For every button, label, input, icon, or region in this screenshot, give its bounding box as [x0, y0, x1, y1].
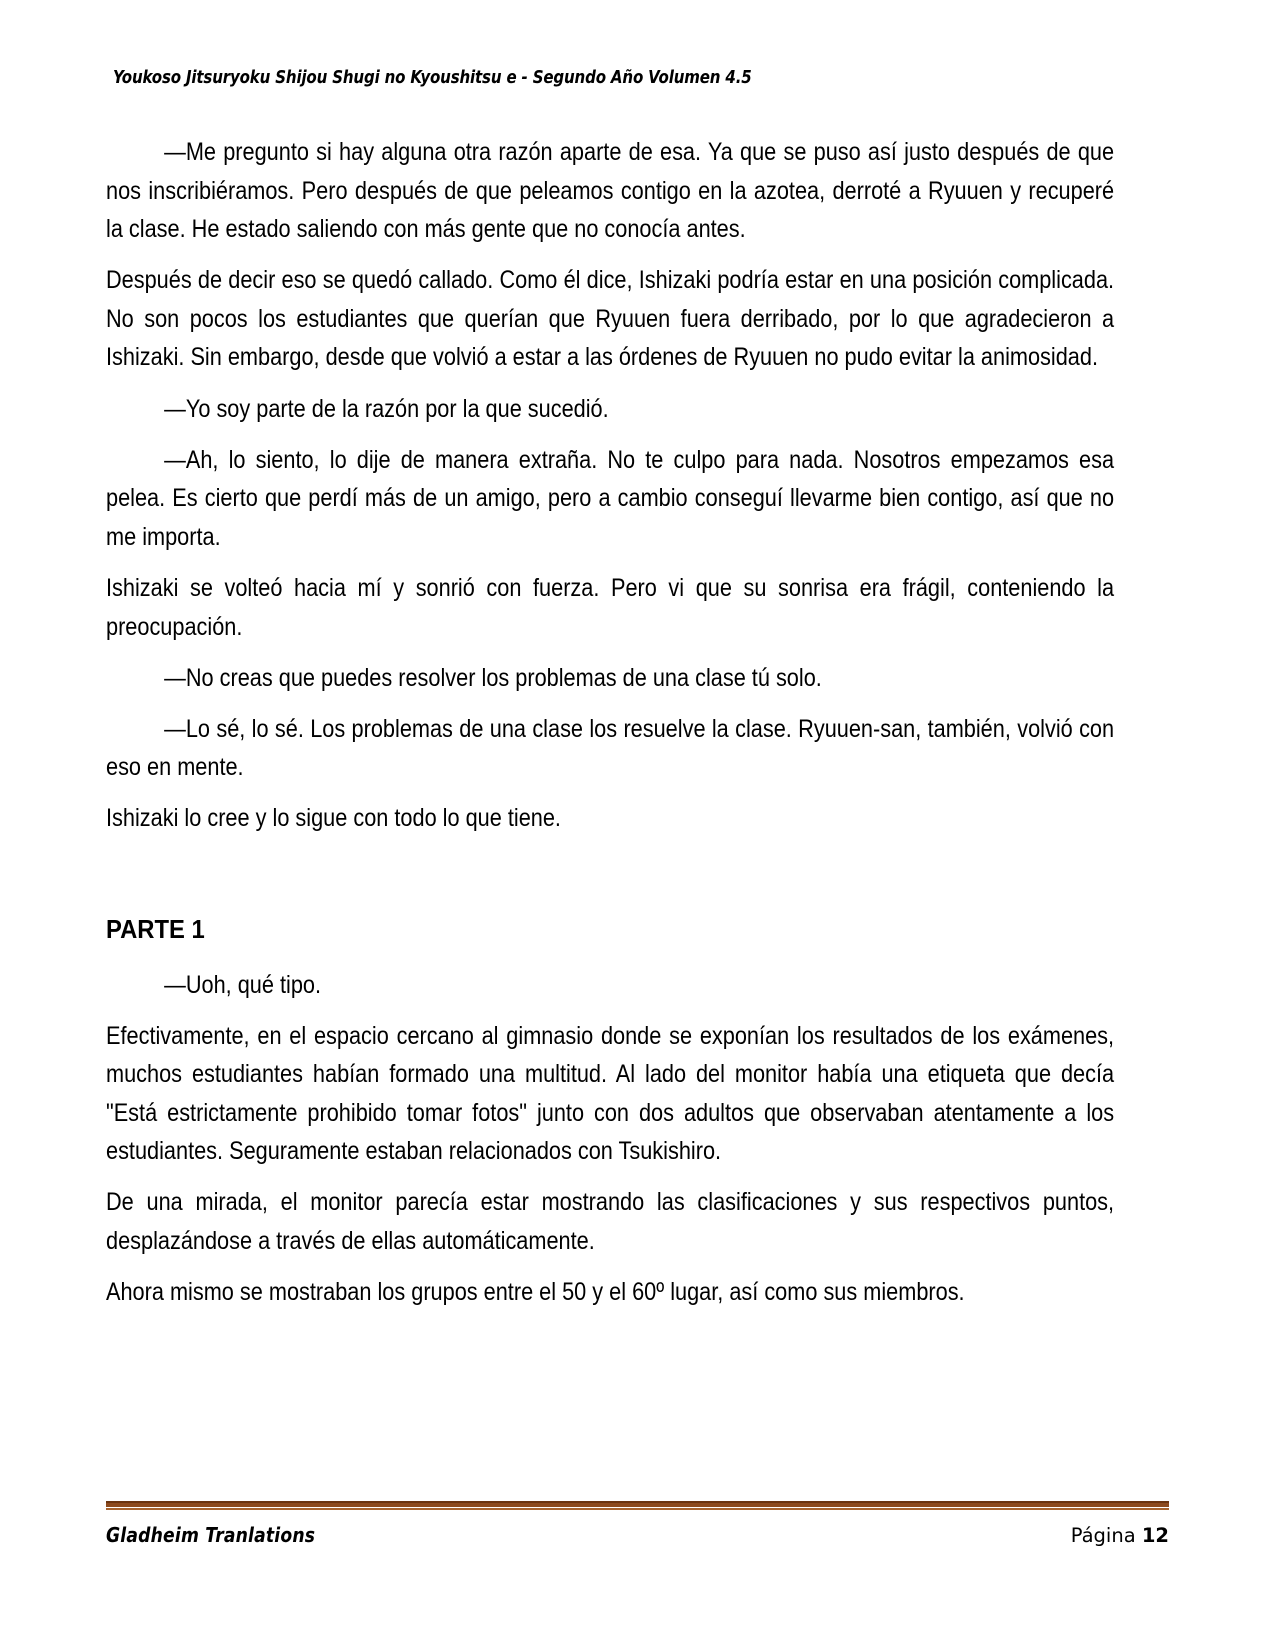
page-running-header: Youkoso Jitsuryoku Shijou Shugi no Kyoushitsu e - Segundo Año Volumen 4.5: [113, 68, 752, 88]
paragraph: —Uoh, qué tipo.: [164, 970, 322, 999]
paragraph: Ishizaki lo cree y lo sigue con todo lo que tiene.: [106, 804, 561, 833]
paragraph: —Ah, lo siento, lo dije de manera extraña. No te culpo para nada. Nosotros empezamos esa pelea. Es cierto que perdí más de un amigo, pero a cambio conseguí llevarme bien contigo, así que no me importa.: [106, 445, 1115, 551]
paragraph: Ahora mismo se mostraban los grupos entre el 50 y el 60º lugar, así como sus miembros.: [106, 1278, 965, 1307]
footer-rule-band-bottom: [106, 1508, 1169, 1510]
footer-divider-rule: [106, 1501, 1169, 1510]
footer-page-label: Página: [1070, 1524, 1136, 1547]
paragraph: —Lo sé, lo sé. Los problemas de una clase los resuelve la clase. Ryuuen-san, también, volvió con eso en mente.: [106, 714, 1115, 782]
footer-brand-label: Gladheim Tranlations: [106, 1523, 316, 1547]
footer-content-row: [106, 1523, 1169, 1547]
footer-page-number: 12: [1141, 1524, 1169, 1547]
paragraph: —Yo soy parte de la razón por la que sucedió.: [164, 394, 609, 423]
document-body: [106, 133, 1115, 1324]
section-spacer: [106, 947, 1112, 966]
paragraph: Efectivamente, en el espacio cercano al gimnasio donde se exponían los resultados de los exámenes, muchos estudiantes habían formado una multitud. Al lado del monitor había una etiqueta que decía "Está estrictamente prohibido tomar fotos" junto con dos adultos que observaban atentamente a los estudiantes. Seguramente estaban relacionados con Tsukishiro.: [106, 1021, 1115, 1166]
paragraph: Ishizaki se volteó hacia mí y sonrió con fuerza. Pero vi que su sonrisa era frágil, conteniendo la preocupación.: [106, 573, 1115, 641]
section-heading-parte-1: PARTE 1: [106, 915, 205, 944]
paragraph: —No creas que puedes resolver los problemas de una clase tú solo.: [164, 663, 822, 692]
paragraph: —Me pregunto si hay alguna otra razón aparte de esa. Ya que se puso así justo después de que nos inscribiéramos. Pero después de que peleamos contigo en la azotea, derroté a Ryuuen y recuperé la clase. He estado saliendo con más gente que no conocía antes.: [106, 138, 1115, 244]
paragraph: De una mirada, el monitor parecía estar mostrando las clasificaciones y sus respectivos puntos, desplazándose a través de ellas automáticamente.: [106, 1188, 1115, 1256]
footer-page-indicator: [1071, 1524, 1169, 1547]
page-footer: [106, 1501, 1169, 1571]
section-spacer: [106, 851, 1112, 913]
paragraph: Después de decir eso se quedó callado. Como él dice, Ishizaki podría estar en una posición complicada. No son pocos los estudiantes que querían que Ryuuen fuera derribado, por lo que agradecieron a Ishizaki. Sin embargo, desde que volvió a estar a las órdenes de Ryuuen no pudo evitar la animosidad.: [106, 266, 1115, 372]
